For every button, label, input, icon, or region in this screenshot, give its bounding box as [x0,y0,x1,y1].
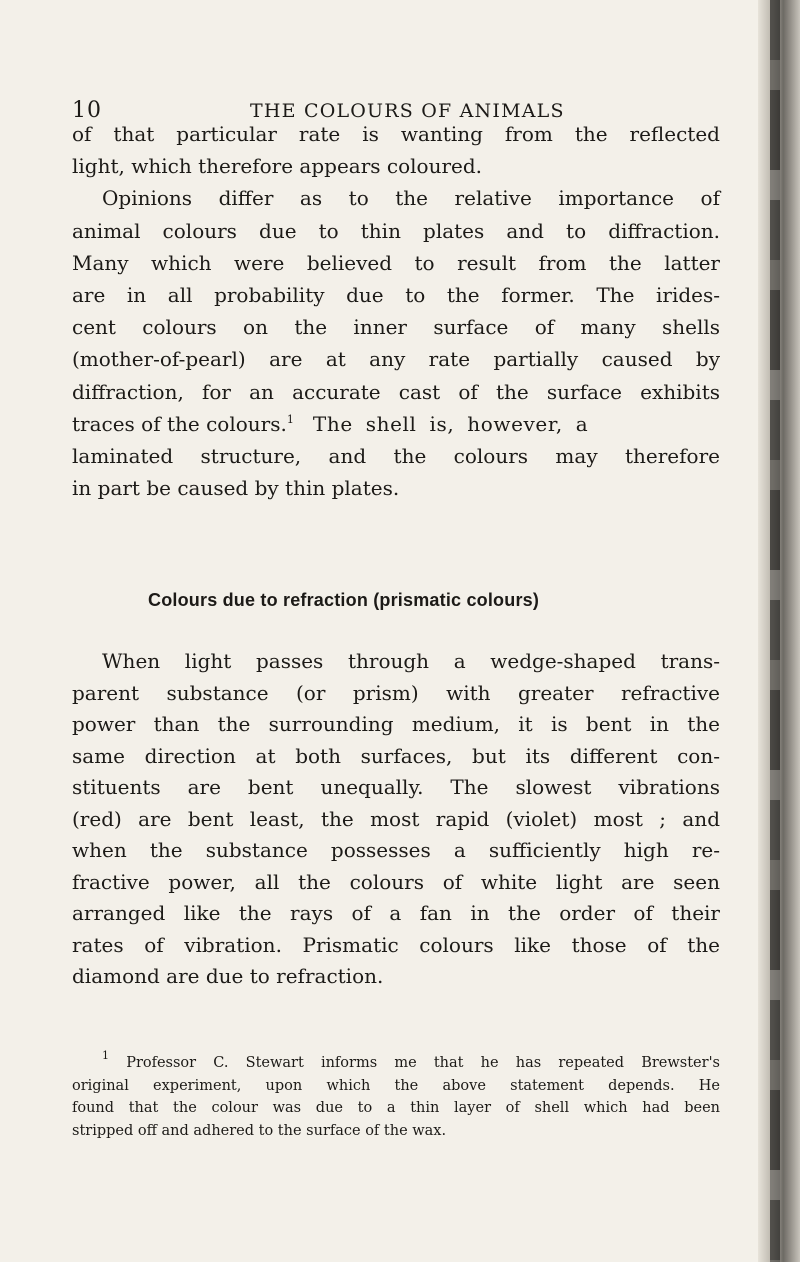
text-line: animal colours due to thin plates and to diffraction. [72,218,720,243]
text-line: light, which therefore appears coloured. [72,154,482,179]
text-line: power than the surrounding medium, it is bent in the [72,712,720,736]
paragraph-block-1 [72,118,720,504]
text-line: (mother-of-pearl) are at any rate partially caused by [72,347,720,372]
text-line: rates of vibration. Prismatic colours like those of the [72,932,720,957]
running-title: THE COLOURS OF ANIMALS [250,100,565,122]
section-heading: Colours due to refraction (prismatic colours) [148,590,540,610]
paragraph-block-2 [72,646,720,993]
text-line: (red) are bent least, the most rapid (violet) most ; and [72,806,720,831]
page-binding-edge [770,0,780,1262]
text-line: diffraction, for an accurate cast of the surface exhibits [72,379,720,404]
text-line: fractive power, all the colours of white light are seen [72,869,720,894]
text-line: stituents are bent unequally. The slowest vibrations [72,775,720,799]
footnote-line: stripped off and adhered to the surface of the wax. [72,1122,447,1139]
footnote-reference: 1 [286,412,294,426]
text-line: cent colours on the inner surface of many shells [72,315,720,340]
footnote-line [72,1049,721,1075]
footnote-marker: 1 [102,1049,109,1062]
text-line: diamond are due to refraction. [72,964,384,988]
text-fragment: traces of the colours. [72,411,287,436]
footnote-line: original experiment, upon which the above statement depends. He [72,1077,720,1094]
text-line: laminated structure, and the colours may therefore [72,443,720,468]
text-line: arranged like the rays of a fan in the order of their [72,901,720,925]
text-line: of that particular rate is wanting from the reflected [72,122,720,146]
footnote-text: Professor C. Stewart informs me that he has repeated Brewster's [126,1055,721,1071]
text-line: are in all probability due to the former. The irides- [72,282,720,307]
text-line [72,408,720,440]
footnote [72,1049,721,1142]
text-line: When light passes through a wedge-shaped trans- [102,649,720,673]
text-line: same direction at both surfaces, but its different con- [72,743,720,768]
text-line: parent substance (or prism) with greater refractive [72,680,720,705]
page-number: 10 [72,98,102,123]
text-line: Many which were believed to result from the latter [72,250,720,275]
text-line: when the substance possesses a sufficiently high re- [72,838,720,862]
footnote-line: found that the colour was due to a thin layer of shell which had been [72,1100,720,1116]
text-fragment: The shell is, however, a [312,411,589,436]
text-line: in part be caused by thin plates. [72,476,400,501]
text-line: Opinions differ as to the relative importance of [102,186,720,211]
